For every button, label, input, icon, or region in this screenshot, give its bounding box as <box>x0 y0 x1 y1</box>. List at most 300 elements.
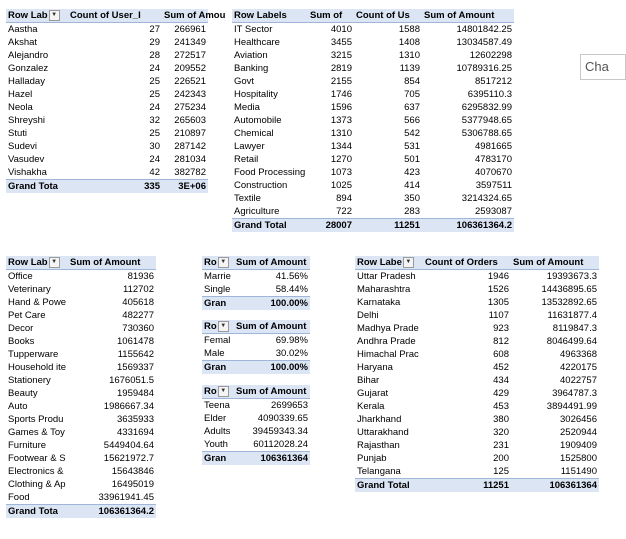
value-cell[interactable]: 722 <box>336 206 352 217</box>
filter-dropdown-icon[interactable]: ▼ <box>218 257 229 268</box>
value-cell[interactable]: 4981665 <box>475 141 512 152</box>
row-label-cell[interactable]: Adults <box>204 426 231 437</box>
row-label-cell[interactable]: Media <box>234 102 260 113</box>
value-cell[interactable]: 24 <box>149 102 160 113</box>
grand-total-label[interactable]: Gran <box>202 361 234 375</box>
row-label-cell[interactable]: Haryana <box>357 362 393 373</box>
value-cell[interactable]: 1344 <box>330 141 352 152</box>
value-cell[interactable]: 13532892.65 <box>541 297 597 308</box>
table-row[interactable] <box>6 361 156 374</box>
row-label-cell[interactable]: Halladay <box>8 76 45 87</box>
value-cell[interactable]: 3894491.99 <box>546 401 597 412</box>
row-label-cell[interactable]: Tupperware <box>8 349 59 360</box>
value-cell[interactable]: 275234 <box>174 102 206 113</box>
value-cell[interactable]: 6395110.3 <box>467 89 512 100</box>
value-cell[interactable]: 32 <box>149 115 160 126</box>
value-cell[interactable]: 12602298 <box>469 50 512 61</box>
row-label-cell[interactable]: Himachal Prac <box>357 349 419 360</box>
value-cell[interactable]: 637 <box>404 102 420 113</box>
row-label-cell[interactable]: Teena <box>204 400 230 411</box>
value-cell[interactable]: 482277 <box>122 310 154 321</box>
grand-total-value[interactable]: 100.00% <box>234 361 310 375</box>
grand-total-label[interactable]: Gran <box>202 297 234 311</box>
row-label-cell[interactable]: Andhra Prade <box>357 336 416 347</box>
row-label-cell[interactable]: Youth <box>204 439 228 450</box>
value-cell[interactable]: 1408 <box>398 37 420 48</box>
value-cell[interactable]: 3215 <box>330 50 352 61</box>
value-cell[interactable]: 5306788.65 <box>461 128 512 139</box>
value-cell[interactable]: 1373 <box>330 115 352 126</box>
table-row[interactable] <box>6 400 156 413</box>
row-label-cell[interactable]: Gujarat <box>357 388 389 399</box>
row-label-cell[interactable]: Chemical <box>234 128 274 139</box>
value-cell[interactable]: 30 <box>149 141 160 152</box>
table-row[interactable] <box>6 153 208 166</box>
row-label-cell[interactable]: Male <box>204 348 225 359</box>
value-cell[interactable]: 608 <box>493 349 509 360</box>
row-label-cell[interactable]: Sudevi <box>8 141 38 152</box>
value-cell[interactable]: 1107 <box>488 310 509 321</box>
value-cell[interactable]: 29 <box>149 37 160 48</box>
value-cell[interactable]: 1073 <box>330 167 352 178</box>
table-row[interactable] <box>6 49 208 62</box>
value-cell[interactable]: 423 <box>404 167 420 178</box>
grand-total-row[interactable] <box>6 180 208 194</box>
value-cell[interactable]: 8517212 <box>475 76 512 87</box>
value-cell[interactable]: 25 <box>149 89 160 100</box>
table-row[interactable] <box>355 361 599 374</box>
table-row[interactable] <box>6 75 208 88</box>
table-row[interactable] <box>6 374 156 387</box>
table-row[interactable] <box>232 140 514 153</box>
row-label-cell[interactable]: Banking <box>234 63 269 74</box>
value-cell[interactable]: 320 <box>493 427 509 438</box>
value-cell[interactable]: 453 <box>493 401 509 412</box>
value-cell[interactable]: 4963368 <box>560 349 597 360</box>
column-header[interactable] <box>6 256 68 270</box>
table-row[interactable] <box>202 334 310 348</box>
row-label-cell[interactable]: Govt <box>234 76 255 87</box>
value-cell[interactable]: 382782 <box>174 167 206 178</box>
value-cell[interactable]: 854 <box>404 76 420 87</box>
grand-total-label[interactable]: Grand Tota <box>6 180 68 194</box>
table-row[interactable] <box>202 399 310 413</box>
table-row[interactable] <box>232 62 514 75</box>
row-label-cell[interactable]: Office <box>8 271 33 282</box>
column-header[interactable] <box>202 256 234 270</box>
value-cell[interactable]: 265603 <box>174 115 206 126</box>
table-row[interactable] <box>6 309 156 322</box>
value-cell[interactable]: 4090339.65 <box>257 413 308 424</box>
value-cell[interactable]: 200 <box>493 453 509 464</box>
value-cell[interactable]: 10789316.25 <box>456 63 512 74</box>
table-row[interactable] <box>6 465 156 478</box>
row-label-cell[interactable]: Single <box>204 284 231 295</box>
value-cell[interactable]: 380 <box>493 414 509 425</box>
grand-total-value[interactable]: 100.00% <box>234 297 310 311</box>
grand-total-label[interactable]: Grand Total <box>355 479 423 493</box>
table-row[interactable] <box>232 192 514 205</box>
value-cell[interactable]: 58.44% <box>275 284 308 295</box>
table-row[interactable] <box>6 101 208 114</box>
value-cell[interactable]: 4022757 <box>560 375 597 386</box>
value-cell[interactable]: 1596 <box>330 102 352 113</box>
row-label-cell[interactable]: Marrie <box>204 271 231 282</box>
filter-dropdown-icon[interactable]: ▼ <box>403 257 414 268</box>
row-label-cell[interactable]: Akshat <box>8 37 38 48</box>
value-cell[interactable]: 39459343.34 <box>252 426 308 437</box>
row-label-cell[interactable]: Agriculture <box>234 206 280 217</box>
row-label-cell[interactable]: Decor <box>8 323 34 334</box>
row-label-cell[interactable]: Aastha <box>8 24 38 35</box>
row-label-cell[interactable]: Healthcare <box>234 37 280 48</box>
column-header[interactable] <box>355 256 423 270</box>
table-row[interactable] <box>6 426 156 439</box>
value-cell[interactable]: 405618 <box>122 297 154 308</box>
row-label-cell[interactable]: Food Processing <box>234 167 306 178</box>
row-label-cell[interactable]: Stuti <box>8 128 28 139</box>
value-cell[interactable]: 25 <box>149 76 160 87</box>
table-row[interactable] <box>355 426 599 439</box>
grand-total-value[interactable]: 106361364 <box>234 452 310 466</box>
grand-total-label[interactable]: Grand Tota <box>6 505 68 519</box>
value-cell[interactable]: 266961 <box>174 24 206 35</box>
table-row[interactable] <box>6 270 156 284</box>
row-label-cell[interactable]: Uttar Pradesh <box>357 271 416 282</box>
row-label-cell[interactable]: Punjab <box>357 453 387 464</box>
value-cell[interactable]: 272517 <box>174 50 206 61</box>
value-cell[interactable]: 24 <box>149 63 160 74</box>
row-label-cell[interactable]: Delhi <box>357 310 379 321</box>
table-row[interactable] <box>6 88 208 101</box>
grand-total-value[interactable]: 106361364.2 <box>422 219 514 233</box>
row-label-cell[interactable]: Auto <box>8 401 28 412</box>
filter-dropdown-icon[interactable]: ▼ <box>49 257 60 268</box>
value-cell[interactable]: 1310 <box>398 50 420 61</box>
value-cell[interactable]: 4070670 <box>475 167 512 178</box>
value-cell[interactable]: 3964787.3 <box>552 388 597 399</box>
value-cell[interactable]: 1959484 <box>117 388 154 399</box>
table-row[interactable] <box>6 140 208 153</box>
table-row[interactable] <box>232 23 514 37</box>
table-row[interactable] <box>6 491 156 505</box>
table-row[interactable] <box>6 127 208 140</box>
table-row[interactable] <box>232 49 514 62</box>
table-row[interactable] <box>6 335 156 348</box>
row-label-cell[interactable]: Construction <box>234 180 288 191</box>
value-cell[interactable]: 33961941.45 <box>98 492 154 503</box>
value-cell[interactable]: 226521 <box>174 76 206 87</box>
grand-total-value[interactable]: 335 <box>68 180 162 194</box>
value-cell[interactable]: 5449404.64 <box>103 440 154 451</box>
row-label-cell[interactable]: Vasudev <box>8 154 45 165</box>
table-row[interactable] <box>355 348 599 361</box>
value-cell[interactable]: 2520944 <box>560 427 597 438</box>
table-row[interactable] <box>232 153 514 166</box>
value-cell[interactable]: 1061478 <box>117 336 154 347</box>
grand-total-value[interactable]: 28007 <box>308 219 354 233</box>
row-label-cell[interactable]: Games & Toy <box>8 427 65 438</box>
row-label-cell[interactable]: Veterinary <box>8 284 51 295</box>
grand-total-value[interactable]: 106361364.2 <box>68 505 156 519</box>
value-cell[interactable]: 923 <box>493 323 509 334</box>
value-cell[interactable]: 1270 <box>330 154 352 165</box>
table-row[interactable] <box>202 347 310 361</box>
grand-total-row[interactable] <box>202 452 310 466</box>
table-row[interactable] <box>232 88 514 101</box>
row-label-cell[interactable]: Vishakha <box>8 167 47 178</box>
value-cell[interactable]: 6295832.99 <box>461 102 512 113</box>
table-row[interactable] <box>355 387 599 400</box>
value-cell[interactable]: 1588 <box>398 24 420 35</box>
row-label-cell[interactable]: Gonzalez <box>8 63 49 74</box>
value-cell[interactable]: 27 <box>149 24 160 35</box>
row-label-cell[interactable]: Rajasthan <box>357 440 400 451</box>
table-row[interactable] <box>6 23 208 37</box>
row-label-cell[interactable]: Household ite <box>8 362 67 373</box>
value-cell[interactable]: 13034587.49 <box>456 37 512 48</box>
row-label-cell[interactable]: Bihar <box>357 375 380 386</box>
value-cell[interactable]: 15621972.7 <box>103 453 154 464</box>
table-row[interactable] <box>355 270 599 284</box>
table-row[interactable] <box>232 114 514 127</box>
grand-total-value[interactable]: 106361364 <box>511 479 599 493</box>
row-label-cell[interactable]: Lawyer <box>234 141 265 152</box>
value-cell[interactable]: 1569337 <box>117 362 154 373</box>
grand-total-value[interactable]: 11251 <box>423 479 511 493</box>
grand-total-value[interactable]: 3E+06 <box>162 180 208 194</box>
table-row[interactable] <box>232 166 514 179</box>
row-label-cell[interactable]: Hazel <box>8 89 33 100</box>
row-label-cell[interactable]: IT Sector <box>234 24 273 35</box>
row-label-cell[interactable]: Automobile <box>234 115 282 126</box>
value-cell[interactable]: 350 <box>404 193 420 204</box>
grand-total-value[interactable]: 11251 <box>354 219 422 233</box>
table-row[interactable] <box>355 309 599 322</box>
row-label-cell[interactable]: Kerala <box>357 401 385 412</box>
value-cell[interactable]: 1746 <box>330 89 352 100</box>
table-row[interactable] <box>6 114 208 127</box>
table-row[interactable] <box>6 387 156 400</box>
value-cell[interactable]: 3455 <box>330 37 352 48</box>
value-cell[interactable]: 210897 <box>174 128 206 139</box>
value-cell[interactable]: 3026456 <box>560 414 597 425</box>
value-cell[interactable]: 11631877.4 <box>547 310 597 321</box>
table-row[interactable] <box>355 374 599 387</box>
table-row[interactable] <box>6 478 156 491</box>
value-cell[interactable]: 15643846 <box>111 466 154 477</box>
value-cell[interactable]: 1025 <box>330 180 352 191</box>
value-cell[interactable]: 25 <box>149 128 160 139</box>
table-row[interactable] <box>202 425 310 438</box>
row-label-cell[interactable]: Jharkhand <box>357 414 402 425</box>
row-label-cell[interactable]: Karnataka <box>357 297 401 308</box>
row-label-cell[interactable]: Stationery <box>8 375 51 386</box>
value-cell[interactable]: 60112028.24 <box>253 439 308 450</box>
value-cell[interactable]: 730360 <box>122 323 154 334</box>
table-row[interactable] <box>355 465 599 479</box>
table-row[interactable] <box>202 283 310 297</box>
filter-dropdown-icon[interactable]: ▼ <box>218 386 229 397</box>
value-cell[interactable]: 283 <box>404 206 420 217</box>
value-cell[interactable]: 41.56% <box>275 271 308 282</box>
value-cell[interactable]: 81936 <box>127 271 154 282</box>
value-cell[interactable]: 242343 <box>174 89 206 100</box>
table-row[interactable] <box>6 62 208 75</box>
value-cell[interactable]: 812 <box>493 336 509 347</box>
value-cell[interactable]: 566 <box>404 115 420 126</box>
row-label-cell[interactable]: Telangana <box>357 466 401 477</box>
value-cell[interactable]: 894 <box>336 193 352 204</box>
row-label-cell[interactable]: Shreyshi <box>8 115 45 126</box>
table-row[interactable] <box>355 400 599 413</box>
value-cell[interactable]: 1139 <box>399 63 420 74</box>
value-cell[interactable]: 42 <box>149 167 160 178</box>
row-label-cell[interactable]: Madhya Prade <box>357 323 419 334</box>
row-label-cell[interactable]: Electronics & <box>8 466 64 477</box>
table-row[interactable] <box>202 438 310 452</box>
grand-total-label[interactable]: Gran <box>202 452 234 466</box>
value-cell[interactable]: 2699653 <box>271 400 308 411</box>
value-cell[interactable]: 2155 <box>330 76 352 87</box>
value-cell[interactable]: 5377948.65 <box>461 115 512 126</box>
value-cell[interactable]: 452 <box>493 362 509 373</box>
table-row[interactable] <box>232 75 514 88</box>
value-cell[interactable]: 1526 <box>487 284 509 295</box>
value-cell[interactable]: 28 <box>149 50 160 61</box>
table-row[interactable] <box>6 348 156 361</box>
filter-dropdown-icon[interactable]: ▼ <box>218 321 229 332</box>
value-cell[interactable]: 531 <box>404 141 420 152</box>
row-label-cell[interactable]: Uttarakhand <box>357 427 409 438</box>
table-row[interactable] <box>355 322 599 335</box>
value-cell[interactable]: 1986667.34 <box>103 401 154 412</box>
table-row[interactable] <box>6 166 208 180</box>
filter-dropdown-icon[interactable]: ▼ <box>49 10 60 21</box>
value-cell[interactable]: 30.02% <box>275 348 308 359</box>
value-cell[interactable]: 8046499.64 <box>546 336 597 347</box>
value-cell[interactable]: 14801842.25 <box>456 24 512 35</box>
value-cell[interactable]: 125 <box>493 466 509 477</box>
table-row[interactable] <box>355 296 599 309</box>
row-label-cell[interactable]: Furniture <box>8 440 47 451</box>
value-cell[interactable]: 1946 <box>487 271 509 282</box>
row-label-cell[interactable]: Elder <box>204 413 227 424</box>
value-cell[interactable]: 241349 <box>174 37 206 48</box>
value-cell[interactable]: 281034 <box>174 154 206 165</box>
value-cell[interactable]: 287142 <box>174 141 206 152</box>
row-label-cell[interactable]: Hospitality <box>234 89 278 100</box>
value-cell[interactable]: 1676051.5 <box>109 375 154 386</box>
table-row[interactable] <box>355 413 599 426</box>
grand-total-label[interactable]: Grand Total <box>232 219 308 233</box>
table-row[interactable] <box>232 205 514 219</box>
value-cell[interactable]: 1305 <box>487 297 509 308</box>
grand-total-row[interactable] <box>6 505 156 519</box>
value-cell[interactable]: 8119847.3 <box>552 323 597 334</box>
value-cell[interactable]: 3597511 <box>475 180 512 191</box>
table-row[interactable] <box>6 283 156 296</box>
table-row[interactable] <box>232 179 514 192</box>
value-cell[interactable]: 4220175 <box>560 362 597 373</box>
row-label-cell[interactable]: Pet Care <box>8 310 46 321</box>
chart-button[interactable]: Cha <box>580 54 626 80</box>
table-row[interactable] <box>355 335 599 348</box>
table-row[interactable] <box>6 452 156 465</box>
value-cell[interactable]: 1310 <box>330 128 352 139</box>
table-row[interactable] <box>6 36 208 49</box>
value-cell[interactable]: 69.98% <box>275 335 308 346</box>
value-cell[interactable]: 4783170 <box>475 154 512 165</box>
table-row[interactable] <box>355 439 599 452</box>
value-cell[interactable]: 542 <box>404 128 420 139</box>
table-row[interactable] <box>6 296 156 309</box>
table-row[interactable] <box>6 439 156 452</box>
value-cell[interactable]: 16495019 <box>111 479 154 490</box>
row-label-cell[interactable]: Alejandro <box>8 50 49 61</box>
column-header[interactable] <box>6 9 68 23</box>
value-cell[interactable]: 231 <box>493 440 509 451</box>
value-cell[interactable]: 2819 <box>330 63 352 74</box>
value-cell[interactable]: 4331694 <box>117 427 154 438</box>
row-label-cell[interactable]: Beauty <box>8 388 38 399</box>
value-cell[interactable]: 1151490 <box>560 466 597 477</box>
column-header[interactable] <box>202 320 234 334</box>
grand-total-row[interactable] <box>355 479 599 493</box>
value-cell[interactable]: 1155642 <box>117 349 154 360</box>
row-label-cell[interactable]: Sports Produ <box>8 414 64 425</box>
value-cell[interactable]: 434 <box>493 375 509 386</box>
column-header[interactable] <box>202 385 234 399</box>
value-cell[interactable]: 209552 <box>174 63 206 74</box>
row-label-cell[interactable]: Clothing & Ap <box>8 479 66 490</box>
table-row[interactable] <box>232 36 514 49</box>
table-row[interactable] <box>6 322 156 335</box>
table-row[interactable] <box>232 127 514 140</box>
value-cell[interactable]: 24 <box>149 154 160 165</box>
row-label-cell[interactable]: Textile <box>234 193 261 204</box>
value-cell[interactable]: 4010 <box>330 24 352 35</box>
grand-total-row[interactable] <box>202 297 310 311</box>
row-label-cell[interactable]: Retail <box>234 154 259 165</box>
value-cell[interactable]: 3214324.65 <box>461 193 512 204</box>
table-row[interactable] <box>355 452 599 465</box>
value-cell[interactable]: 2593087 <box>475 206 512 217</box>
column-header[interactable] <box>232 9 308 23</box>
row-label-cell[interactable]: Footwear & S <box>8 453 66 464</box>
row-label-cell[interactable]: Maharashtra <box>357 284 411 295</box>
value-cell[interactable]: 19393673.3 <box>546 271 597 282</box>
row-label-cell[interactable]: Neola <box>8 102 33 113</box>
row-label-cell[interactable]: Aviation <box>234 50 268 61</box>
value-cell[interactable]: 1525800 <box>560 453 597 464</box>
value-cell[interactable]: 429 <box>493 388 509 399</box>
value-cell[interactable]: 501 <box>404 154 420 165</box>
value-cell[interactable]: 1909409 <box>560 440 597 451</box>
value-cell[interactable]: 3635933 <box>117 414 154 425</box>
value-cell[interactable]: 414 <box>404 180 420 191</box>
row-label-cell[interactable]: Femal <box>204 335 231 346</box>
row-label-cell[interactable]: Food <box>8 492 30 503</box>
table-row[interactable] <box>355 283 599 296</box>
row-label-cell[interactable]: Hand & Powe <box>8 297 67 308</box>
grand-total-row[interactable] <box>202 361 310 375</box>
value-cell[interactable]: 705 <box>404 89 420 100</box>
table-row[interactable] <box>202 412 310 425</box>
grand-total-row[interactable] <box>232 219 514 233</box>
table-row[interactable] <box>232 101 514 114</box>
table-row[interactable] <box>6 413 156 426</box>
